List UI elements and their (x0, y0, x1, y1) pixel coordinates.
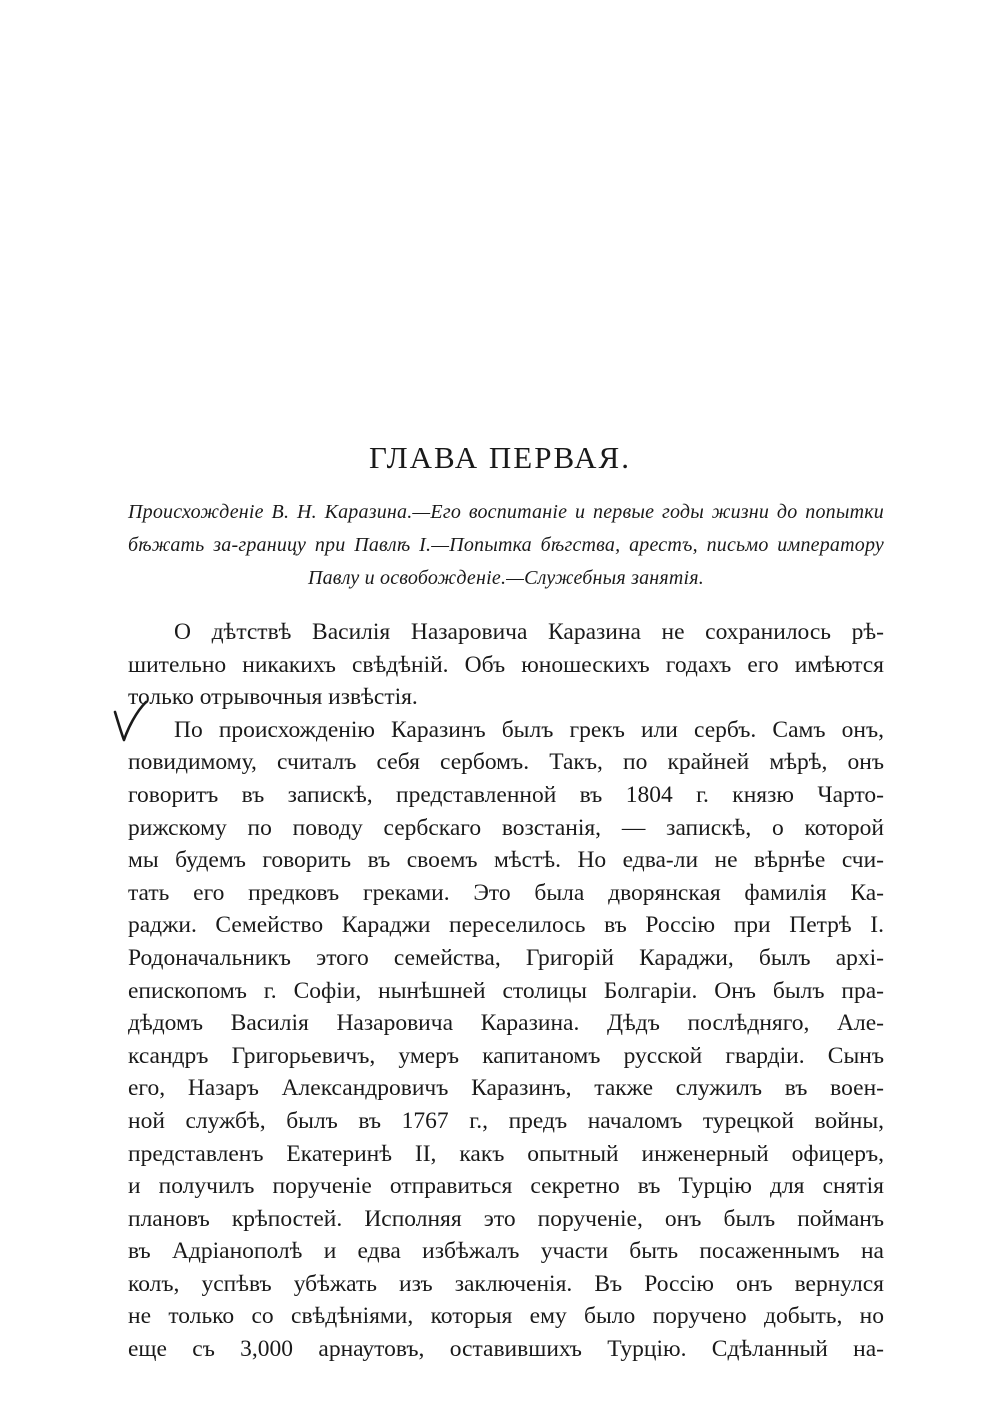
body-line: Родоначальникъ этого семейства, Григорій Караджи, былъ архі- (128, 944, 884, 971)
body-line: говоритъ въ запискѣ, представленной въ 1804 г. князю Чарто- (128, 781, 884, 808)
body-line: мы будемъ говорить въ своемъ мѣстѣ. Но едва-ли не вѣрнѣе счи- (128, 847, 884, 874)
body-line: въ Адріанополѣ и едва избѣжалъ участи быть посаженнымъ на (128, 1238, 884, 1265)
body-text (128, 616, 884, 1366)
body-line: колъ, успѣвъ убѣжать изъ заключенія. Въ Россію онъ вернулся (128, 1270, 884, 1297)
body-line: еще съ 3,000 арнаутовъ, оставившихъ Турцію. Сдѣланный на- (128, 1336, 884, 1363)
body-line: О дѣтствѣ Василія Назаровича Каразина не сохранилось рѣ- (174, 619, 884, 645)
body-line: дѣдомъ Василія Назаровича Каразина. Дѣдъ послѣдняго, Але- (128, 1010, 884, 1037)
chapter-summary: Происхожденіе В. Н. Каразина.—Его воспитаніе и первые годы жизни до попытки бѣжать за-границу при Павлѣ I.—Попытка бѣгства, арестъ, письмо императору Павлу и освобожденіе.—Служебныя занятія. (128, 501, 884, 589)
body-line: плановъ крѣпостей. Исполняя это порученіе, онъ былъ пойманъ (128, 1205, 884, 1232)
body-line: ксандръ Григорьевичъ, умеръ капитаномъ русской гвардіи. Сынъ (128, 1042, 884, 1069)
body-line: и получилъ порученіе отправиться секретно въ Турцію для снятія (128, 1173, 884, 1200)
body-line: тать его предковъ греками. Это была дворянская фамилія Ка- (128, 879, 884, 906)
body-line: раджи. Семейство Караджи переселилось въ Россію при Петрѣ I. (128, 912, 884, 939)
body-line: ной службѣ, былъ въ 1767 г., предъ началомъ турецкой войны, (128, 1107, 884, 1134)
body-line: только отрывочныя извѣстія. (128, 684, 418, 711)
body-line: повидимому, считалъ себя сербомъ. Такъ, по крайней мѣрѣ, онъ (128, 749, 884, 776)
body-line: По происхожденію Каразинъ былъ грекъ или сербъ. Самъ онъ, (174, 716, 884, 743)
body-line: епископомъ г. Софіи, нынѣшней столицы Болгаріи. Онъ былъ пра- (128, 977, 884, 1004)
body-line: не только со свѣдѣніями, которыя ему было поручено добыть, но (128, 1303, 884, 1330)
body-line: рижскому по поводу сербскаго возстанія, — запискѣ, о которой (128, 814, 884, 841)
body-line: представленъ Екатеринѣ II, какъ опытный инженерный офицеръ, (128, 1140, 884, 1167)
body-line: его, Назаръ Александровичъ Каразинъ, также служилъ въ воен- (128, 1075, 884, 1102)
chapter-title: ГЛАВА ПЕРВАЯ. (369, 440, 631, 475)
body-line: шительно никакихъ свѣдѣній. Объ юношескихъ годахъ его имѣются (128, 651, 884, 678)
